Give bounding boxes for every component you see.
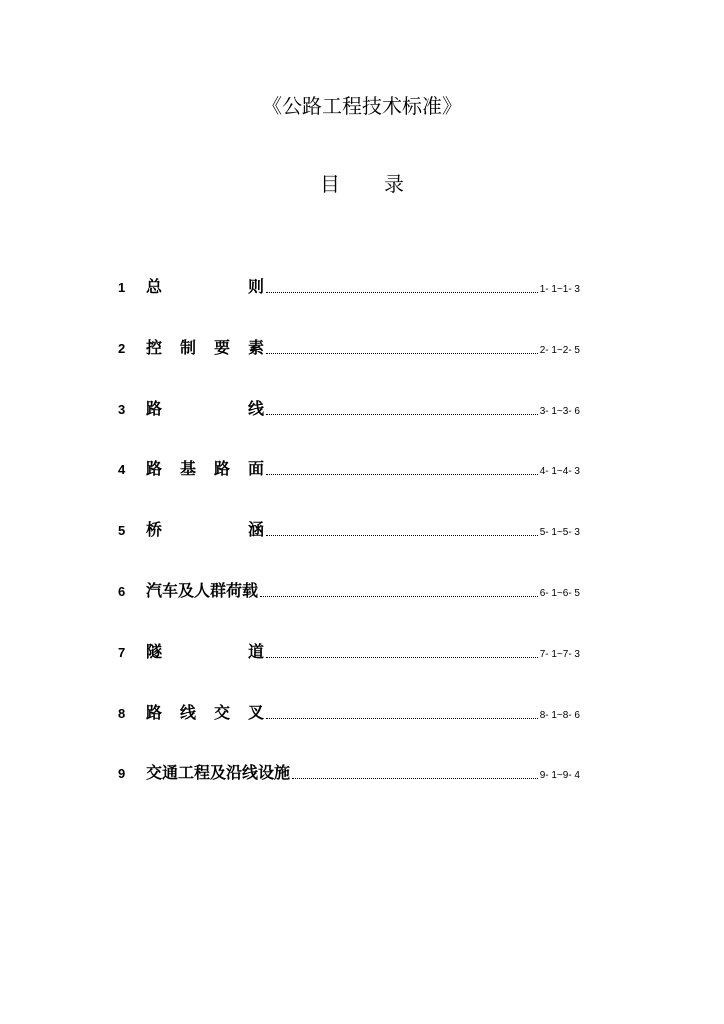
toc-entry-4[interactable] xyxy=(118,456,580,478)
toc-entry-number: 9 xyxy=(118,766,126,781)
toc-entry-pages: 1- 1~1- 3 xyxy=(539,284,580,295)
toc-heading xyxy=(0,170,724,198)
toc-entry-title: 路 线 xyxy=(146,399,264,418)
document-title: 《公路工程技术标准》 xyxy=(262,94,462,118)
toc-dot-leader xyxy=(260,595,538,597)
toc-dot-leader xyxy=(266,717,538,719)
toc-entry-1[interactable] xyxy=(118,274,580,296)
toc-entry-title: 路 基 路 面 xyxy=(146,459,264,478)
toc-dot-leader xyxy=(266,473,538,475)
toc-entry-number: 3 xyxy=(118,402,126,417)
toc-entry-pages: 5- 1~5- 3 xyxy=(539,527,580,538)
toc-entry-pages: 8- 1~8- 6 xyxy=(539,710,580,721)
toc-dot-leader xyxy=(292,777,538,779)
toc-dot-leader xyxy=(266,352,538,354)
toc-entry-title: 路 线 交 叉 xyxy=(146,703,264,722)
toc-entry-title: 控 制 要 素 xyxy=(146,338,264,357)
toc-dot-leader xyxy=(266,413,538,415)
toc-entry-number: 1 xyxy=(118,280,126,295)
toc-dot-leader xyxy=(266,534,538,536)
toc-entry-9[interactable] xyxy=(118,760,580,782)
toc-entry-3[interactable] xyxy=(118,396,580,418)
toc-entry-number: 7 xyxy=(118,645,126,660)
toc-entry-pages: 3- 1~3- 6 xyxy=(539,406,580,417)
toc-entry-title: 总 则 xyxy=(146,277,264,296)
toc-entry-2[interactable] xyxy=(118,335,580,357)
toc-entry-title: 汽车及人群荷载 xyxy=(146,581,259,600)
toc-entry-number: 4 xyxy=(118,462,126,477)
toc-entry-pages: 9- 1~9- 4 xyxy=(539,770,580,781)
toc-entry-pages: 2- 1~2- 5 xyxy=(539,345,580,356)
toc-entry-5[interactable] xyxy=(118,517,580,539)
toc-entry-number: 8 xyxy=(118,706,126,721)
toc-entry-pages: 4- 1~4- 3 xyxy=(539,466,580,477)
toc-entry-number: 6 xyxy=(118,584,126,599)
toc-entry-7[interactable] xyxy=(118,639,580,661)
toc-heading-char-1: 目 xyxy=(320,172,340,196)
toc-dot-leader xyxy=(266,656,538,658)
toc-heading-char-2: 录 xyxy=(384,172,404,196)
toc-entry-6[interactable] xyxy=(118,578,580,600)
toc-entry-pages: 7- 1~7- 3 xyxy=(539,649,580,660)
toc-entry-title: 交通工程及沿线设施 xyxy=(146,763,291,782)
toc-entry-number: 2 xyxy=(118,341,126,356)
toc-entry-pages: 6- 1~6- 5 xyxy=(539,588,580,599)
toc-entry-title: 桥 涵 xyxy=(146,520,264,539)
toc-entry-number: 5 xyxy=(118,523,126,538)
toc-entry-8[interactable] xyxy=(118,700,580,722)
toc-dot-leader xyxy=(266,291,538,293)
toc-entry-title: 隧 道 xyxy=(146,642,264,661)
